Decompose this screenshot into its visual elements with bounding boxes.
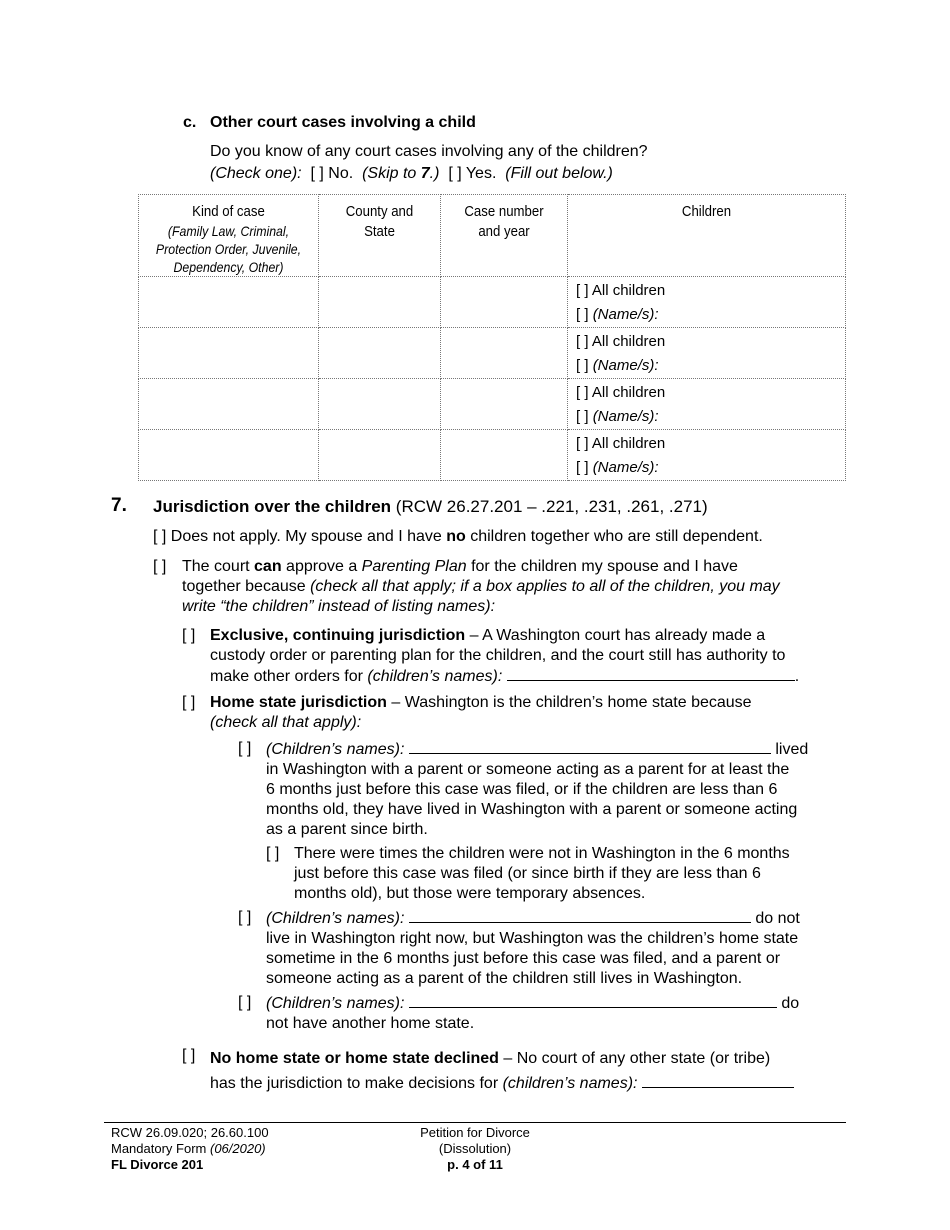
children-cell <box>568 379 846 430</box>
table-row <box>139 379 846 430</box>
kind-cell[interactable] <box>139 277 319 328</box>
names-label: (Name/s): <box>592 408 659 425</box>
section-c-letter: c. <box>183 114 197 131</box>
names-label: (Name/s): <box>592 459 659 476</box>
kind-cell[interactable] <box>139 430 319 481</box>
table-row <box>139 328 846 379</box>
does-not-apply-option: [ ] Does not apply. My spouse and I have no children together who are still dependent. <box>153 528 763 545</box>
all-children-label: All children <box>591 435 666 452</box>
section-c-question: Do you know of any court cases involving any of the children? <box>210 143 648 160</box>
names-checkbox[interactable]: [ ] <box>576 408 589 425</box>
footer-center: Petition for Divorce (Dissolution) p. 4 of 11 <box>420 1125 530 1172</box>
exclusive-children-names-field[interactable] <box>507 666 795 681</box>
all-children-label: All children <box>591 282 666 299</box>
home-not-living-names-field[interactable] <box>409 908 751 923</box>
section-c-title: Other court cases involving a child <box>210 114 476 131</box>
yes-label: Yes. <box>465 165 497 182</box>
no-other-home-checkbox[interactable]: [ ] <box>238 994 252 1011</box>
section-c-check-line <box>210 164 613 184</box>
section-7-title: Jurisdiction over the children <box>153 497 392 516</box>
no-home-state-checkbox[interactable]: [ ] <box>182 1047 196 1064</box>
header-kind-of-case: Kind of case (Family Law, Criminal, Protection Order, Juvenile, Dependency, Other) <box>139 195 319 277</box>
skip-note: (Skip to 7.) <box>362 165 440 182</box>
footer-divider <box>104 1122 846 1123</box>
all-children-checkbox[interactable]: [ ] <box>576 282 589 299</box>
court-can-approve-text: The court can approve a Parenting Plan for the children my spouse and I have together because (check all that apply; if a box applies to all of the children, you may write “the children” instead of listing names): <box>182 558 780 615</box>
no-other-home-text: (Children’s names): do not have another home state. <box>266 995 800 1032</box>
home-lived-checkbox[interactable]: [ ] <box>238 740 252 757</box>
children-cell <box>568 277 846 328</box>
court-cases-table <box>138 194 846 481</box>
home-state-checkbox[interactable]: [ ] <box>182 694 196 711</box>
kind-cell[interactable] <box>139 379 319 430</box>
names-label: (Name/s): <box>592 306 659 323</box>
all-children-label: All children <box>591 333 666 350</box>
no-home-state-text: No home state or home state declined – No court of any other state (or tribe) has the jurisdiction to make decisions for (children’s names): <box>210 1046 794 1096</box>
all-children-checkbox[interactable]: [ ] <box>576 333 589 350</box>
check-one-label: (Check one): <box>210 165 302 182</box>
section-7-citation: (RCW 26.27.201 – .221, .231, .261, .271) <box>395 497 708 516</box>
court-can-approve-checkbox[interactable]: [ ] <box>153 558 167 575</box>
temporary-absences-text: There were times the children were not in Washington in the 6 months just before this case was filed (or since birth if they are less than 6 months old), but those were temporary absences. <box>294 845 790 902</box>
temporary-absences-checkbox[interactable]: [ ] <box>266 845 280 862</box>
children-cell <box>568 328 846 379</box>
county-cell[interactable] <box>319 379 441 430</box>
children-cell <box>568 430 846 481</box>
no-other-home-names-field[interactable] <box>409 993 777 1008</box>
names-checkbox[interactable]: [ ] <box>576 357 589 374</box>
all-children-checkbox[interactable]: [ ] <box>576 384 589 401</box>
no-home-state-names-field[interactable] <box>642 1073 794 1088</box>
names-label: (Name/s): <box>592 357 659 374</box>
home-state-text: Home state jurisdiction – Washington is the children’s home state because (check all that apply): <box>210 694 752 731</box>
case-number-cell[interactable] <box>441 379 568 430</box>
names-checkbox[interactable]: [ ] <box>576 306 589 323</box>
no-checkbox[interactable]: [ ] <box>310 165 324 182</box>
table-row <box>139 430 846 481</box>
kind-cell[interactable] <box>139 328 319 379</box>
does-not-apply-checkbox[interactable]: [ ] <box>153 528 167 545</box>
county-cell[interactable] <box>319 430 441 481</box>
section-7-heading <box>153 496 708 518</box>
case-number-cell[interactable] <box>441 328 568 379</box>
names-checkbox[interactable]: [ ] <box>576 459 589 476</box>
footer-left: RCW 26.09.020; 26.60.100 Mandatory Form (06/2020) FL Divorce 201 <box>111 1125 269 1172</box>
yes-checkbox[interactable]: [ ] <box>448 165 462 182</box>
home-lived-text: (Children’s names): lived in Washington with a parent or someone acting as a parent for at least the 6 months just before this case was filed, or if the children are less than 6 months old, they have lived in Washington with a parent or someone acting as a parent since birth. <box>266 741 809 838</box>
county-cell[interactable] <box>319 328 441 379</box>
county-cell[interactable] <box>319 277 441 328</box>
home-not-living-text: (Children’s names): do not live in Washington right now, but Washington was the children’s home state sometime in the 6 months just before this case was filed, and a parent or someone acting as a parent of the children still lives in Washington. <box>266 910 800 987</box>
table-row <box>139 277 846 328</box>
all-children-label: All children <box>591 384 666 401</box>
header-county-state: County and State <box>319 195 441 277</box>
section-7-number: 7. <box>111 495 127 516</box>
all-children-checkbox[interactable]: [ ] <box>576 435 589 452</box>
header-children: Children <box>568 195 846 277</box>
case-number-cell[interactable] <box>441 430 568 481</box>
case-number-cell[interactable] <box>441 277 568 328</box>
no-label: No. <box>328 165 354 182</box>
table-header-row <box>139 195 846 277</box>
home-not-living-checkbox[interactable]: [ ] <box>238 909 252 926</box>
header-case-number: Case number and year <box>441 195 568 277</box>
exclusive-jurisdiction-text: Exclusive, continuing jurisdiction – A Washington court has already made a custody order or parenting plan for the children, and the court still has authority to make other orders for (children’s names): . <box>210 627 800 685</box>
home-lived-names-field[interactable] <box>409 739 771 754</box>
fill-out-note: (Fill out below.) <box>505 165 613 182</box>
exclusive-jurisdiction-checkbox[interactable]: [ ] <box>182 627 196 644</box>
